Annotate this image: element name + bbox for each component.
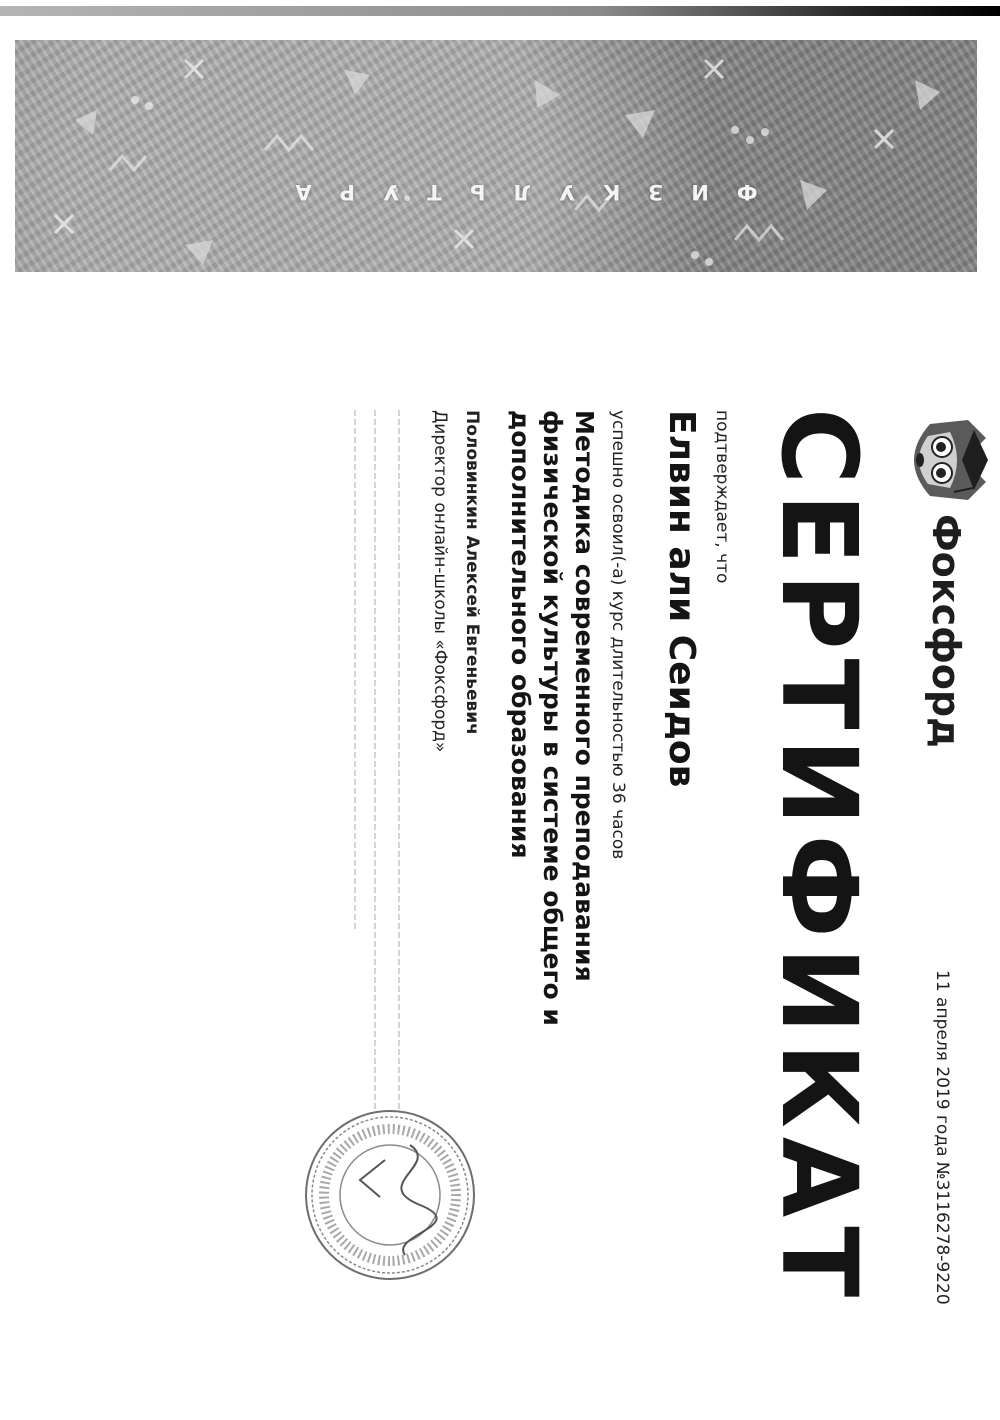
signer-name: Половинкин Алексей Евгеньевич [462,410,482,735]
faint-print-line [398,410,400,1110]
subject-banner [15,40,977,272]
brand-name: Фоксфорд [924,514,968,748]
faint-print-line [354,410,356,930]
course-title: Методика современного преподавания физической культуры в системе общего и дополнительного образования [506,410,599,1026]
faint-print-line [374,410,376,1110]
signer-title: Директор онлайн-школы «Фоксфорд» [430,410,450,753]
subject-title: ФИЗКУЛЬТУРА [267,180,758,204]
certificate-title: СЕРТИФИКАТ [758,408,880,1307]
seal-stamp-icon [300,1105,480,1285]
banner-pattern-icon [15,40,977,272]
certificate-body [220,290,1000,1420]
confirms-text: подтверждает, что [712,410,732,584]
fox-logo-icon [898,410,990,510]
completion-text: успешно освоил(-а) курс длительностью 36 часов [608,410,628,860]
issue-date-number: 11 апреля 2019 года №3116278-9220 [932,970,952,1305]
top-edge-rule [0,6,1000,16]
student-name: Елвин али Сеидов [661,410,702,788]
